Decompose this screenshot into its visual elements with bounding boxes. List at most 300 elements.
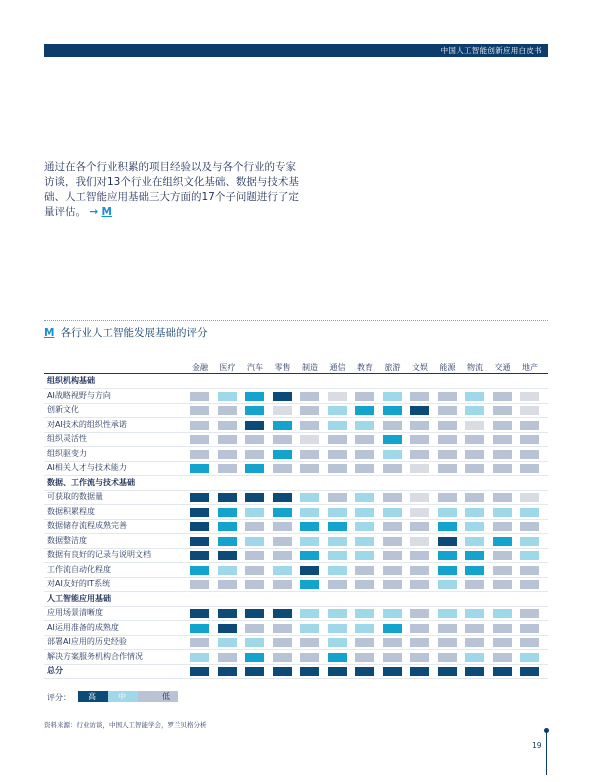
score-cell bbox=[520, 421, 539, 430]
score-cell bbox=[273, 508, 292, 517]
score-cell bbox=[273, 392, 292, 401]
column-header: 零售 bbox=[274, 363, 291, 372]
score-cell bbox=[218, 638, 237, 647]
score-cell bbox=[245, 421, 264, 430]
score-cell bbox=[190, 392, 209, 401]
score-cell bbox=[300, 566, 319, 575]
score-cell bbox=[520, 493, 539, 502]
score-cell bbox=[438, 566, 457, 575]
score-cell bbox=[520, 580, 539, 589]
row-label: 创新文化 bbox=[47, 405, 79, 414]
score-cell bbox=[190, 421, 209, 430]
score-cell bbox=[273, 624, 292, 633]
score-cell bbox=[328, 624, 347, 633]
score-cell bbox=[245, 522, 264, 531]
row-label: 数据积累程度 bbox=[47, 506, 95, 516]
score-cell bbox=[328, 551, 347, 560]
score-cell bbox=[328, 609, 347, 618]
score-cell bbox=[218, 464, 237, 473]
page-marker-line bbox=[546, 730, 547, 775]
score-cell bbox=[383, 522, 402, 531]
score-cell bbox=[355, 450, 374, 459]
score-cell bbox=[328, 464, 347, 473]
score-cell bbox=[218, 435, 237, 444]
score-cell bbox=[300, 609, 319, 618]
score-cell bbox=[438, 537, 457, 546]
score-cell bbox=[438, 435, 457, 444]
score-cell bbox=[245, 580, 264, 589]
score-cell bbox=[355, 537, 374, 546]
score-cell bbox=[520, 566, 539, 575]
score-cell bbox=[328, 421, 347, 430]
score-cell bbox=[383, 406, 402, 415]
column-header: 汽车 bbox=[247, 363, 263, 372]
score-cell bbox=[383, 638, 402, 647]
score-cell bbox=[190, 667, 209, 676]
score-cell bbox=[355, 508, 374, 517]
score-cell bbox=[218, 406, 237, 415]
section-heading: 数据、工作流与技术基础 bbox=[47, 477, 135, 487]
score-cell bbox=[273, 522, 292, 531]
score-cell bbox=[465, 508, 484, 517]
score-cell bbox=[300, 624, 319, 633]
score-cell bbox=[218, 653, 237, 662]
score-cell bbox=[328, 508, 347, 517]
row-label: 应用场景清晰度 bbox=[47, 608, 103, 617]
score-cell bbox=[410, 667, 429, 676]
column-header: 金融 bbox=[192, 363, 208, 372]
score-cell bbox=[493, 566, 512, 575]
intro-text: 通过在各个行业积累的项目经验以及与各个行业的专家访谈，我们对13个行业在组织文化基础、数据与技术基础、人工智能应用基础三大方面的17个子问题进行了定量评估。 bbox=[44, 161, 299, 218]
score-cell bbox=[218, 392, 237, 401]
exhibit-title-text: 各行业人工智能发展基础的评分 bbox=[60, 327, 208, 339]
score-cell bbox=[465, 638, 484, 647]
score-cell bbox=[355, 421, 374, 430]
column-header: 旅游 bbox=[384, 363, 401, 372]
score-cell bbox=[438, 464, 457, 473]
score-cell bbox=[355, 638, 374, 647]
score-cell bbox=[300, 450, 319, 459]
score-cell bbox=[465, 450, 484, 459]
exhibit-divider bbox=[44, 320, 548, 321]
score-cell bbox=[520, 653, 539, 662]
row-divider bbox=[44, 446, 548, 447]
row-label: AI运用准备的成熟度 bbox=[47, 622, 119, 632]
score-cell bbox=[300, 537, 319, 546]
score-cell bbox=[410, 392, 429, 401]
score-cell bbox=[245, 435, 264, 444]
row-divider bbox=[44, 620, 548, 621]
score-cell bbox=[493, 450, 512, 459]
row-label: 数据储存流程成熟完善 bbox=[47, 521, 127, 530]
score-cell bbox=[218, 609, 237, 618]
score-cell bbox=[300, 493, 319, 502]
score-cell bbox=[190, 493, 209, 502]
score-cell bbox=[273, 421, 292, 430]
row-label: 工作流自动化程度 bbox=[47, 564, 111, 574]
score-cell bbox=[383, 580, 402, 589]
score-cell bbox=[245, 551, 264, 560]
row-divider bbox=[44, 504, 548, 505]
score-cell bbox=[273, 566, 292, 575]
score-cell bbox=[383, 551, 402, 560]
score-cell bbox=[245, 493, 264, 502]
score-cell bbox=[520, 522, 539, 531]
header-title: 中国人工智能创新应用白皮书 bbox=[440, 46, 542, 55]
column-header: 文娱 bbox=[412, 363, 428, 372]
score-cell bbox=[190, 508, 209, 517]
column-header: 交通 bbox=[494, 363, 511, 372]
score-cell bbox=[328, 667, 347, 676]
score-cell bbox=[493, 580, 512, 589]
score-cell bbox=[245, 450, 264, 459]
row-label: AI战略视野与方向 bbox=[47, 390, 111, 400]
score-cell bbox=[300, 551, 319, 560]
score-cell bbox=[245, 667, 264, 676]
score-cell bbox=[383, 566, 402, 575]
score-cell bbox=[245, 566, 264, 575]
row-divider bbox=[44, 664, 548, 665]
score-cell bbox=[273, 406, 292, 415]
score-cell bbox=[493, 522, 512, 531]
score-cell bbox=[493, 609, 512, 618]
exhibit-title bbox=[44, 325, 207, 340]
score-cell bbox=[190, 638, 209, 647]
score-cell bbox=[520, 406, 539, 415]
score-cell bbox=[493, 435, 512, 444]
page-marker-dot bbox=[544, 728, 549, 733]
score-cell bbox=[355, 609, 374, 618]
score-cell bbox=[383, 493, 402, 502]
score-cell bbox=[300, 464, 319, 473]
score-cell bbox=[438, 522, 457, 531]
score-cell bbox=[355, 522, 374, 531]
score-cell bbox=[300, 522, 319, 531]
intro-paragraph bbox=[44, 160, 304, 220]
legend-label: 评分： bbox=[47, 693, 71, 702]
score-cell bbox=[218, 522, 237, 531]
score-cell bbox=[218, 667, 237, 676]
score-cell bbox=[493, 537, 512, 546]
score-cell bbox=[328, 450, 347, 459]
row-divider bbox=[44, 403, 548, 404]
score-cell bbox=[328, 392, 347, 401]
table-header-rule bbox=[44, 373, 548, 374]
score-cell bbox=[410, 493, 429, 502]
column-header: 医疗 bbox=[219, 363, 236, 372]
score-cell bbox=[520, 508, 539, 517]
score-cell bbox=[273, 653, 292, 662]
score-cell bbox=[383, 624, 402, 633]
row-label: 数据有良好的记录与说明文档 bbox=[47, 550, 151, 559]
score-cell bbox=[410, 551, 429, 560]
score-cell bbox=[190, 624, 209, 633]
score-cell bbox=[273, 464, 292, 473]
score-cell bbox=[355, 551, 374, 560]
score-cell bbox=[300, 421, 319, 430]
column-header: 地产 bbox=[522, 363, 538, 372]
score-cell bbox=[273, 450, 292, 459]
score-cell bbox=[355, 406, 374, 415]
score-cell bbox=[218, 537, 237, 546]
score-cell bbox=[520, 435, 539, 444]
score-cell bbox=[438, 421, 457, 430]
score-cell bbox=[465, 580, 484, 589]
score-cell bbox=[493, 493, 512, 502]
row-label: 组织驱变力 bbox=[47, 448, 87, 458]
row-label: 对AI友好的IT系统 bbox=[47, 579, 111, 588]
score-cell bbox=[520, 667, 539, 676]
score-cell bbox=[465, 406, 484, 415]
score-cell bbox=[493, 624, 512, 633]
score-cell bbox=[190, 450, 209, 459]
score-cell bbox=[355, 653, 374, 662]
score-cell bbox=[328, 406, 347, 415]
score-cell bbox=[273, 667, 292, 676]
score-cell bbox=[465, 421, 484, 430]
score-cell bbox=[493, 421, 512, 430]
score-cell bbox=[438, 392, 457, 401]
score-cell bbox=[355, 464, 374, 473]
score-cell bbox=[355, 435, 374, 444]
score-cell bbox=[383, 464, 402, 473]
score-cell bbox=[438, 580, 457, 589]
score-cell bbox=[383, 609, 402, 618]
score-cell bbox=[520, 609, 539, 618]
score-cell bbox=[493, 508, 512, 517]
section-heading: 组织机构基础 bbox=[47, 376, 95, 385]
score-cell bbox=[300, 580, 319, 589]
score-cell bbox=[300, 638, 319, 647]
score-cell bbox=[465, 522, 484, 531]
score-cell bbox=[328, 537, 347, 546]
score-cell bbox=[410, 421, 429, 430]
score-cell bbox=[245, 653, 264, 662]
score-cell bbox=[438, 667, 457, 676]
score-cell bbox=[465, 551, 484, 560]
score-cell bbox=[465, 537, 484, 546]
score-cell bbox=[493, 551, 512, 560]
score-cell bbox=[383, 421, 402, 430]
score-cell bbox=[520, 450, 539, 459]
section-heading: 总分 bbox=[47, 666, 63, 675]
row-label: AI相关人才与技术能力 bbox=[47, 463, 127, 472]
score-cell bbox=[328, 522, 347, 531]
score-cell bbox=[438, 493, 457, 502]
score-cell bbox=[328, 580, 347, 589]
score-cell bbox=[410, 653, 429, 662]
score-cell bbox=[465, 653, 484, 662]
source-note: 资料来源：行业访谈，中国人工智能学会，罗兰贝格分析 bbox=[44, 721, 207, 729]
score-cell bbox=[465, 667, 484, 676]
score-cell bbox=[190, 609, 209, 618]
score-cell bbox=[410, 435, 429, 444]
score-cell bbox=[190, 551, 209, 560]
column-header: 教育 bbox=[357, 363, 373, 372]
score-cell bbox=[520, 624, 539, 633]
score-cell bbox=[245, 609, 264, 618]
score-cell bbox=[190, 435, 209, 444]
score-cell bbox=[383, 435, 402, 444]
score-cell bbox=[410, 508, 429, 517]
row-divider bbox=[44, 432, 548, 433]
score-cell bbox=[218, 508, 237, 517]
score-cell bbox=[465, 464, 484, 473]
score-cell bbox=[465, 624, 484, 633]
score-cell bbox=[245, 508, 264, 517]
score-cell bbox=[218, 624, 237, 633]
score-cell bbox=[410, 609, 429, 618]
row-divider bbox=[44, 678, 548, 679]
score-cell bbox=[465, 566, 484, 575]
score-cell bbox=[190, 464, 209, 473]
score-cell bbox=[190, 406, 209, 415]
score-cell bbox=[493, 464, 512, 473]
score-cell bbox=[328, 638, 347, 647]
score-cell bbox=[465, 392, 484, 401]
score-cell bbox=[245, 537, 264, 546]
score-cell bbox=[410, 522, 429, 531]
score-cell bbox=[438, 624, 457, 633]
score-cell bbox=[190, 537, 209, 546]
score-cell bbox=[328, 435, 347, 444]
score-cell bbox=[300, 653, 319, 662]
score-cell bbox=[355, 580, 374, 589]
score-cell bbox=[300, 392, 319, 401]
score-cell bbox=[438, 450, 457, 459]
score-cell bbox=[273, 435, 292, 444]
score-cell bbox=[410, 406, 429, 415]
score-cell bbox=[493, 667, 512, 676]
score-cell bbox=[520, 537, 539, 546]
score-cell bbox=[383, 508, 402, 517]
score-cell bbox=[300, 435, 319, 444]
score-cell bbox=[465, 435, 484, 444]
row-divider bbox=[44, 577, 548, 578]
row-divider bbox=[44, 606, 548, 607]
page-number: 19 bbox=[532, 741, 542, 750]
column-header: 物流 bbox=[467, 363, 483, 372]
score-cell bbox=[218, 450, 237, 459]
exhibit-reference-link[interactable]: M bbox=[101, 206, 112, 218]
score-cell bbox=[520, 551, 539, 560]
score-cell bbox=[383, 653, 402, 662]
score-cell bbox=[218, 580, 237, 589]
score-cell bbox=[328, 493, 347, 502]
score-cell bbox=[273, 551, 292, 560]
legend-high: 高 bbox=[78, 691, 108, 702]
exhibit-marker: M bbox=[44, 327, 55, 339]
score-cell bbox=[300, 406, 319, 415]
score-cell bbox=[245, 624, 264, 633]
score-cell bbox=[245, 464, 264, 473]
score-cell bbox=[438, 551, 457, 560]
score-cell bbox=[438, 508, 457, 517]
score-cell bbox=[493, 653, 512, 662]
score-cell bbox=[190, 653, 209, 662]
row-divider bbox=[44, 591, 548, 592]
score-cell bbox=[410, 638, 429, 647]
score-cell bbox=[218, 566, 237, 575]
score-cell bbox=[190, 566, 209, 575]
score-cell bbox=[328, 566, 347, 575]
score-cell bbox=[383, 667, 402, 676]
row-label: 部署AI应用的历史经验 bbox=[47, 637, 127, 646]
score-cell bbox=[410, 624, 429, 633]
arrow-right-icon: → bbox=[89, 206, 99, 218]
score-cell bbox=[190, 580, 209, 589]
score-cell bbox=[245, 638, 264, 647]
score-cell bbox=[355, 624, 374, 633]
row-label: 组织灵活性 bbox=[47, 434, 87, 443]
score-cell bbox=[383, 392, 402, 401]
score-cell bbox=[410, 580, 429, 589]
header-bar bbox=[44, 44, 548, 57]
score-cell bbox=[245, 406, 264, 415]
score-cell bbox=[273, 580, 292, 589]
section-heading: 人工智能应用基础 bbox=[47, 593, 111, 603]
row-label: 数据整洁度 bbox=[47, 535, 87, 545]
score-cell bbox=[383, 450, 402, 459]
score-cell bbox=[410, 537, 429, 546]
score-cell bbox=[438, 609, 457, 618]
score-cell bbox=[245, 392, 264, 401]
score-cell bbox=[520, 464, 539, 473]
score-cell bbox=[300, 508, 319, 517]
score-cell bbox=[273, 609, 292, 618]
score-cell bbox=[273, 493, 292, 502]
score-cell bbox=[438, 653, 457, 662]
row-divider bbox=[44, 490, 548, 491]
score-cell bbox=[465, 609, 484, 618]
legend-low: 低 bbox=[138, 691, 178, 702]
row-label: 解决方案服务机构合作情况 bbox=[47, 651, 143, 661]
row-divider bbox=[44, 533, 548, 534]
score-cell bbox=[493, 392, 512, 401]
score-cell bbox=[218, 493, 237, 502]
column-header: 通信 bbox=[329, 363, 346, 372]
legend-mid: 中 bbox=[108, 691, 138, 702]
score-cell bbox=[273, 537, 292, 546]
score-cell bbox=[273, 638, 292, 647]
score-cell bbox=[355, 493, 374, 502]
score-cell bbox=[218, 421, 237, 430]
score-cell bbox=[355, 566, 374, 575]
score-cell bbox=[218, 551, 237, 560]
score-cell bbox=[328, 653, 347, 662]
score-cell bbox=[383, 537, 402, 546]
score-cell bbox=[438, 638, 457, 647]
score-cell bbox=[410, 566, 429, 575]
column-header: 能源 bbox=[439, 363, 456, 372]
score-cell bbox=[300, 667, 319, 676]
score-cell bbox=[520, 638, 539, 647]
score-cell bbox=[355, 667, 374, 676]
row-label: 对AI技术的组织性承诺 bbox=[47, 419, 127, 429]
row-label: 可获取的数据量 bbox=[47, 492, 103, 501]
score-cell bbox=[355, 392, 374, 401]
column-header: 制造 bbox=[302, 363, 318, 372]
score-cell bbox=[190, 522, 209, 531]
row-divider bbox=[44, 388, 548, 389]
score-cell bbox=[410, 464, 429, 473]
row-divider bbox=[44, 562, 548, 563]
score-cell bbox=[410, 450, 429, 459]
score-cell bbox=[493, 638, 512, 647]
score-cell bbox=[465, 493, 484, 502]
score-cell bbox=[438, 406, 457, 415]
score-cell bbox=[493, 406, 512, 415]
